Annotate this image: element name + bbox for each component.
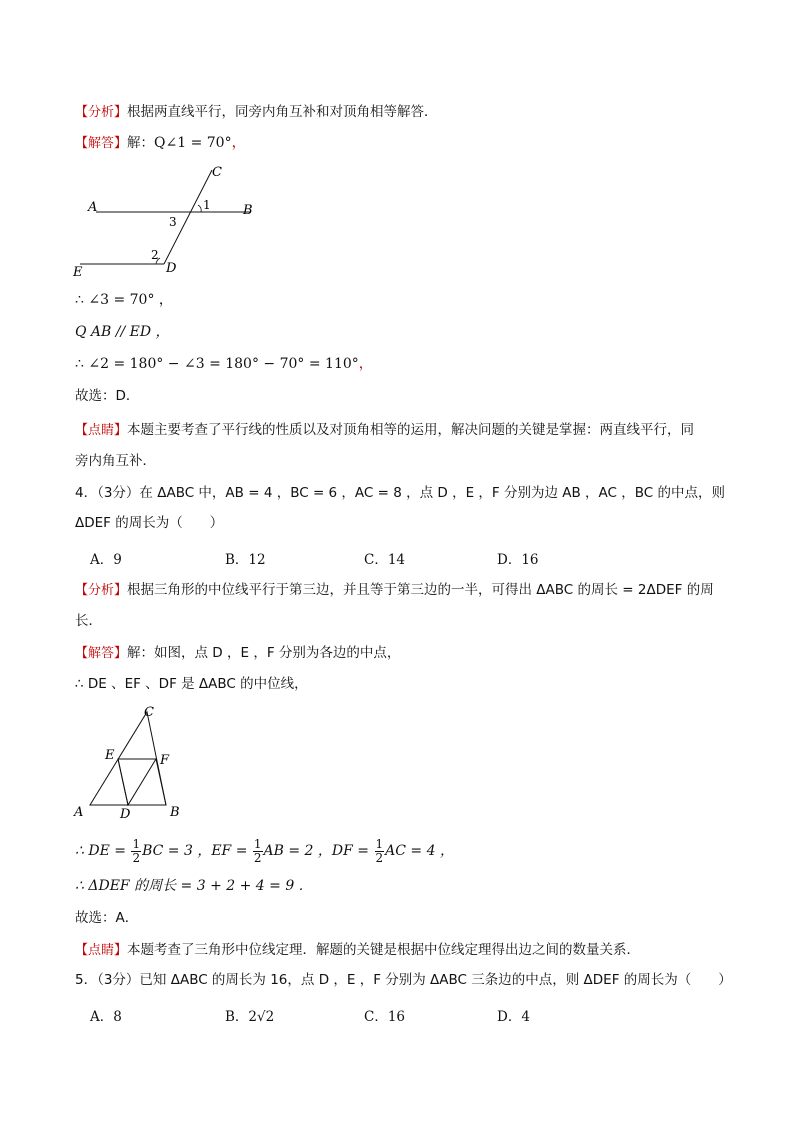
fraction-half-1 bbox=[131, 838, 141, 865]
q5-option-b: B．2√2 bbox=[225, 1009, 275, 1025]
q4-step2-c: AC = 4 ， bbox=[385, 843, 454, 859]
p3-step2 bbox=[75, 290, 173, 310]
p3-solution bbox=[75, 133, 246, 154]
label-e: E bbox=[73, 265, 83, 280]
q4-option-c: C．14 bbox=[364, 552, 406, 568]
step1-end: ， bbox=[231, 135, 246, 151]
p3-choice bbox=[75, 386, 139, 406]
step4-text: ∴ ∠2 = 180° − ∠3 = 180° − 70° = 110° bbox=[75, 356, 359, 372]
analysis-tag: 【分析】 bbox=[75, 105, 128, 120]
q4-step2 bbox=[75, 836, 454, 866]
q4-analysis-text: 根据三角形的中位线平行于第三边，并且等于第三边的一半，可得出 ΔABC 的周长 = 2ΔDEF 的周 bbox=[127, 582, 714, 598]
q5-stem-text: 5．（3分）已知 ΔABC 的周长为 16，点 D ，E ，F 分别为 ΔABC 三条边的中点，则 ΔDEF 的周长为（ ） bbox=[75, 972, 732, 988]
q4-step3-text: ∴ ΔDEF 的周长 = 3 + 2 + 4 = 9 ． bbox=[75, 878, 313, 894]
q4-option-a: A．9 bbox=[90, 552, 122, 568]
fraction-half-3 bbox=[375, 838, 385, 865]
solution-tag: 【解答】 bbox=[75, 136, 128, 151]
label-b: B bbox=[243, 203, 253, 218]
choice-text: 故选：D． bbox=[75, 388, 140, 404]
q4-analysis-tag: 【分析】 bbox=[75, 583, 128, 598]
p3-comment bbox=[75, 420, 694, 441]
label-angle2: 2 bbox=[151, 248, 159, 262]
q4-option-d: D．16 bbox=[497, 552, 539, 568]
q4-step1-text: ∴ DE 、EF 、DF 是 ΔABC 的中位线， bbox=[75, 676, 308, 692]
comment-text-2: 旁内角互补． bbox=[75, 453, 156, 469]
frac-num: 1 bbox=[253, 836, 262, 851]
triangle-def bbox=[118, 759, 156, 805]
fraction-half-2 bbox=[253, 838, 263, 865]
label-a: A bbox=[88, 200, 98, 215]
comment-tag: 【点睛】 bbox=[75, 423, 128, 438]
comment-text: 本题主要考查了平行线的性质以及对顶角相等的运用，解决问题的关键是掌握：两直线平行，同 bbox=[127, 422, 695, 438]
frac-num: 1 bbox=[132, 836, 141, 851]
tri-label-f: F bbox=[160, 753, 170, 768]
q4-comment-text: 本题考查了三角形中位线定理．解题的关键是根据中位线定理得出边之间的数量关系． bbox=[127, 942, 641, 958]
p3-step3 bbox=[75, 322, 170, 342]
tri-label-c: C bbox=[144, 705, 154, 720]
solution-step1: Q∠1 = 70° bbox=[154, 135, 232, 151]
frac-den: 2 bbox=[253, 850, 262, 865]
p3-analysis bbox=[75, 102, 438, 123]
q4-step2-a: BC = 3 ，EF = bbox=[142, 843, 252, 859]
q4-step2-b: AB = 2 ，DF = bbox=[263, 843, 374, 859]
solution-text: 解： bbox=[127, 135, 155, 151]
q4-choice bbox=[75, 908, 138, 928]
step3-text: Q AB // ED ， bbox=[75, 324, 170, 340]
q4-step2-prefix: ∴ DE = bbox=[75, 843, 131, 859]
tri-label-b: B bbox=[170, 805, 180, 820]
q4-comment bbox=[75, 940, 640, 961]
q4-analysis-cont bbox=[75, 611, 102, 631]
tri-label-d: D bbox=[120, 807, 131, 822]
q4-stem-line2: ΔDEF 的周长为（ ） bbox=[75, 515, 224, 531]
q4-comment-tag: 【点睛】 bbox=[75, 943, 128, 958]
step2-text: ∴ ∠3 = 70° ， bbox=[75, 292, 173, 308]
label-angle1: 1 bbox=[203, 198, 211, 212]
frac-num: 1 bbox=[375, 836, 384, 851]
q4-option-b: B．12 bbox=[225, 552, 266, 568]
label-c: C bbox=[212, 165, 222, 180]
q4-choice-text: 故选：A． bbox=[75, 910, 139, 926]
p3-step4 bbox=[75, 354, 373, 374]
frac-den: 2 bbox=[375, 850, 384, 865]
q4-analysis-text-2: 长． bbox=[75, 613, 102, 629]
q4-solution bbox=[75, 643, 400, 664]
step4-end: ， bbox=[358, 356, 373, 372]
q4-step1 bbox=[75, 674, 308, 694]
tri-label-a: A bbox=[74, 805, 84, 820]
q4-step3 bbox=[75, 876, 313, 896]
parallel-lines-figure bbox=[70, 162, 270, 282]
q5-option-c: C．16 bbox=[364, 1009, 406, 1025]
q4-analysis bbox=[75, 580, 714, 601]
tri-label-e: E bbox=[105, 748, 115, 763]
angle1-arc bbox=[198, 205, 201, 212]
q5-option-d: D．4 bbox=[497, 1009, 530, 1025]
q4-stem-line1: 4．（3分）在 ΔABC 中，AB = 4 ，BC = 6 ，AC = 8 ，点 D ，E ，F 分别为边 AB ，AC ，BC 的中点，则 bbox=[75, 485, 726, 501]
analysis-text: 根据两直线平行，同旁内角互补和对顶角相等解答． bbox=[127, 104, 438, 120]
label-angle3: 3 bbox=[169, 215, 177, 229]
q4-stem-cont bbox=[75, 513, 223, 533]
triangle-figure bbox=[70, 702, 190, 824]
q5-option-a: A．8 bbox=[90, 1009, 122, 1025]
label-d: D bbox=[166, 261, 177, 276]
q5-stem bbox=[75, 970, 732, 990]
q4-solution-text: 解：如图，点 D ，E ，F 分别为各边的中点， bbox=[127, 645, 401, 661]
q4-stem bbox=[75, 483, 725, 503]
frac-den: 2 bbox=[132, 850, 141, 865]
q4-solution-tag: 【解答】 bbox=[75, 646, 128, 661]
p3-comment-cont bbox=[75, 451, 156, 471]
